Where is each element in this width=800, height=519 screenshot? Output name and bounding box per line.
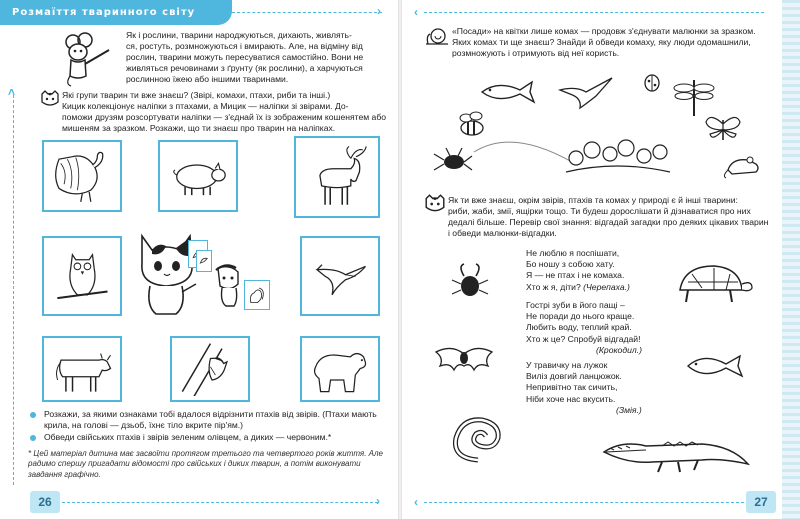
riddle-line [526,405,706,416]
mouse-teacher-icon [55,30,115,90]
riddle-line [526,345,706,356]
task-line: і обведи малюнки-відгадки. [448,228,557,238]
owl-icon [49,243,116,310]
riddle-crocodile [526,300,706,356]
riddle-line: Виліз довгий ланцюжок. [526,371,622,382]
task-text [62,90,390,134]
bird-icon [198,252,210,270]
intro-text [126,30,388,85]
sticker-woodpecker[interactable] [170,336,250,402]
sticker-cow[interactable] [42,336,122,402]
bear-icon [307,342,374,397]
riddle-line: У травичку на лужок [526,360,608,370]
sticker-turkey[interactable] [42,140,122,212]
riddle-line: Непривітно так сичить, [526,382,618,393]
arrow-right-icon: › [377,4,381,18]
footnote: * Цей матеріал дитина має засвоїти протягом третього та четвертого років життя. Але радимо спершу пригадати відомості про свійських і диких тварин, а потім виконувати завдання графічно. [28,449,383,479]
task-line: Як ти вже знаєш, окрім звірів, птахів та комах у природі є й інші тварини: [448,195,738,205]
task-line: Кицик колекціонує наліпки з птахами, а Мицик — наліпки зі звірами. До- [62,101,349,111]
page-number: 27 [746,491,776,513]
riddle-line: Бо ношу з собою хату. [526,259,615,270]
page-number: 26 [30,491,60,513]
arrow-left-icon: ‹ [414,5,418,19]
riddle-line [526,282,686,293]
bullet-text-1: Розкажи, за якими ознаками тобі вдалося відрізнити птахів від звірів. (Птахи мають крила, на голові — дзьоб, їхнє тіло вкрите пір'ям.) [44,409,377,430]
intro-line: рослин, тварини можуть пересуватися самостійно. Вони не [126,52,364,62]
page-header: Розмаїття тваринного світу [0,0,232,25]
fish-icon[interactable] [684,350,746,380]
arrow-up-icon: ˄ [8,85,16,99]
riddle-line: Хто ж це? Спробуй відгадай! [526,333,641,344]
bat-icon[interactable] [432,340,496,384]
sticker-swallow[interactable] [300,236,380,316]
riddle-line: Не люблю я поспішати, [526,248,620,258]
riddle-snake [526,360,706,416]
snail-icon [424,26,450,46]
riddle-answer: (Черепаха.) [583,281,630,292]
riddle-line: Я — не птах і не комаха. [526,270,625,281]
task-line: розмножують і отримують від неї користь. [452,48,620,58]
sticker-moose[interactable] [294,136,380,218]
riddle-turtle [526,248,686,293]
task-line: мишеням за зразком. Розкажи, що ти знаєш про тварин на наліпках. [62,123,336,133]
snake-icon[interactable] [448,410,510,466]
sticker-pig[interactable] [158,140,238,212]
riddle-answer: (Змія.) [616,404,642,415]
bullet-icon [30,435,36,441]
butterfly-icon[interactable] [702,112,744,146]
swallow-icon [307,243,374,310]
footer-dash [62,502,378,503]
sticker-owl[interactable] [42,236,122,316]
header-dash [232,12,382,13]
beetle-icon[interactable] [430,146,474,176]
arrow-right-icon: › [376,494,380,508]
cat-head-icon [40,90,60,108]
mouse-icon[interactable] [722,150,766,180]
riddles-task [448,195,784,239]
header-dash [424,12,764,13]
moose-icon [301,143,373,212]
task-line: Яких комах ти ще знаєш? Знайди й обведи комаху, яку люди одомашнили, [452,37,751,47]
sticker-bear[interactable] [300,336,380,402]
bullet-text-2: Обведи свійських птахів і звірів зеленим олівцем, а диких — червоним.* [44,432,332,442]
task-line: риби, жаби, змії, ящірки тощо. Ти будеш дорослішати й дізнаватися про них [448,206,751,216]
turtle-icon[interactable] [670,260,754,306]
riddle-question: Хто ж я, діти? [526,281,581,292]
arrow-left-icon: ‹ [414,495,418,509]
riddle-answer: (Крокодил.) [596,344,642,355]
riddle-line: Не поради до нього краще. [526,311,635,322]
margin-dash [13,95,14,485]
left-page [0,0,398,519]
stag-beetle-icon[interactable] [448,262,492,302]
pig-icon [165,146,232,206]
connect-sample-line [472,132,576,168]
intro-line: Як і рослини, тварини народжуються, дихають, живлять- [126,30,352,40]
ladybug-icon[interactable] [642,72,662,92]
turkey-icon [49,146,116,206]
footer-dash [424,502,744,503]
page-edge-decor [782,0,800,519]
intro-line: рослинною їжею або іншими тваринами. [126,74,289,84]
cat-head-icon [424,194,446,214]
bullet-icon [30,412,36,418]
riddle-line: Ніби хоче нас вкусить. [526,393,616,404]
task-line: «Посади» на квітки лише комах — продовж з'єднувати малюнки за зразком. [452,26,756,36]
task-line: дедалі більше. Перевір свої знання: відгадай загадки про деяких цікавих тварин [448,217,769,227]
right-page [402,0,800,519]
riddle-line: Гострі зуби в його пащі – [526,300,625,310]
swallow-icon[interactable] [556,70,616,110]
cow-icon [49,342,116,397]
task-line: поможи друзям розсортувати наліпки — з'єднай їх із зображеним кошенятем або [62,112,387,122]
intro-line: живляться речовинами з ґрунту (як рослини), а харчуються [126,63,363,73]
insects-task [452,26,782,59]
crocodile-icon[interactable] [602,430,752,474]
task-line: Які групи тварин ти вже знаєш? (Звірі, комахи, птахи, риби та інші.) [62,90,331,100]
fish-icon[interactable] [478,78,538,106]
small-sticker-bird-2[interactable] [196,250,212,272]
small-sticker-squirrel[interactable] [244,280,270,310]
squirrel-icon [246,283,267,308]
woodpecker-icon [177,342,244,397]
flowers-icon [562,136,672,176]
intro-line: ся, ростуть, розмножуються і вмирають. Але, на відміну від [126,41,363,51]
riddle-line: Любить воду, теплий край. [526,322,632,333]
